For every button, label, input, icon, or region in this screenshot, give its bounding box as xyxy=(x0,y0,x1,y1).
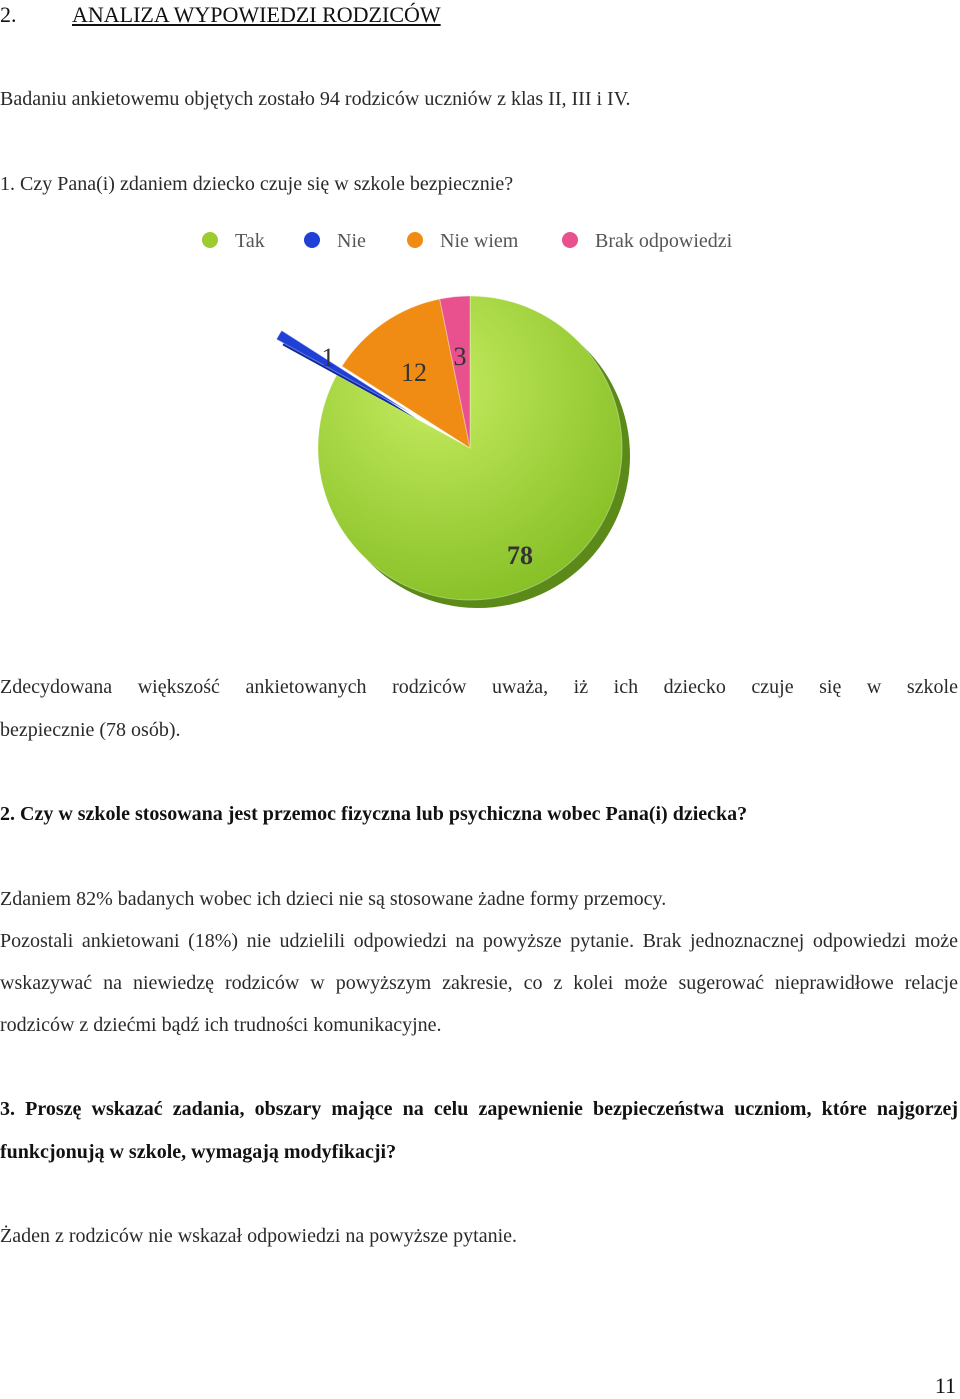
page-number: 11 xyxy=(934,1373,956,1398)
legend-marker-nie xyxy=(304,232,320,248)
legend-marker-tak xyxy=(202,232,218,248)
legend-label-tak: Tak xyxy=(235,230,265,252)
q2-question: 2. Czy w szkole stosowana jest przemoc fizyczna lub psychiczna wobec Pana(i) dziecka? xyxy=(0,803,748,825)
pie-chart xyxy=(180,222,780,622)
data-label-nie-wiem: 12 xyxy=(401,358,427,387)
data-label-nie: 1 xyxy=(321,343,335,372)
data-label-tak: 78 xyxy=(507,541,533,570)
q2-paragraph: Pozostali ankietowani (18%) nie udzielili odpowiedzi na powyższe pytanie. Brak jednoznacznej odpowiedzi może wskazywać na niewiedzę rodziców w powyższym zakresie, co z kolei może sugerować nieprawidłowe relacje rodziców z dziećmi bądź ich trudności komunikacyjne. xyxy=(0,930,958,1036)
q3-question: 3. Proszę wskazać zadania, obszary mające na celu zapewnienie bezpieczeństwa uczniom, które najgorzej funkcjonują w szkole, wymagają modyfikacji? xyxy=(0,1098,958,1163)
section-title: ANALIZA WYPOWIEDZI RODZICÓW xyxy=(72,2,441,27)
legend-label-brak-odpowiedzi: Brak odpowiedzi xyxy=(595,230,733,252)
data-label-brak-odpowiedzi: 3 xyxy=(453,342,467,371)
section-heading xyxy=(0,2,441,28)
legend-label-nie: Nie xyxy=(337,230,366,252)
q1-summary-line2: bezpiecznie (78 osób). xyxy=(0,719,181,741)
legend-marker-brak-odpowiedzi xyxy=(562,232,578,248)
q2-line1: Zdaniem 82% badanych wobec ich dzieci nie są stosowane żadne formy przemocy. xyxy=(0,888,667,910)
legend-label-nie-wiem: Nie wiem xyxy=(440,230,519,252)
legend-marker-nie-wiem xyxy=(407,232,423,248)
q1-question: 1. Czy Pana(i) zdaniem dziecko czuje się w szkole bezpiecznie? xyxy=(0,173,514,195)
q1-summary-line1: Zdecydowana większość ankietowanych rodziców uważa, iż ich dziecko czuje się w szkole xyxy=(0,676,958,698)
intro-text: Badaniu ankietowemu objętych zostało 94 rodziców uczniów z klas II, III i IV. xyxy=(0,88,631,110)
q3-answer: Żaden z rodziców nie wskazał odpowiedzi na powyższe pytanie. xyxy=(0,1225,518,1247)
section-number: 2. xyxy=(0,2,17,27)
